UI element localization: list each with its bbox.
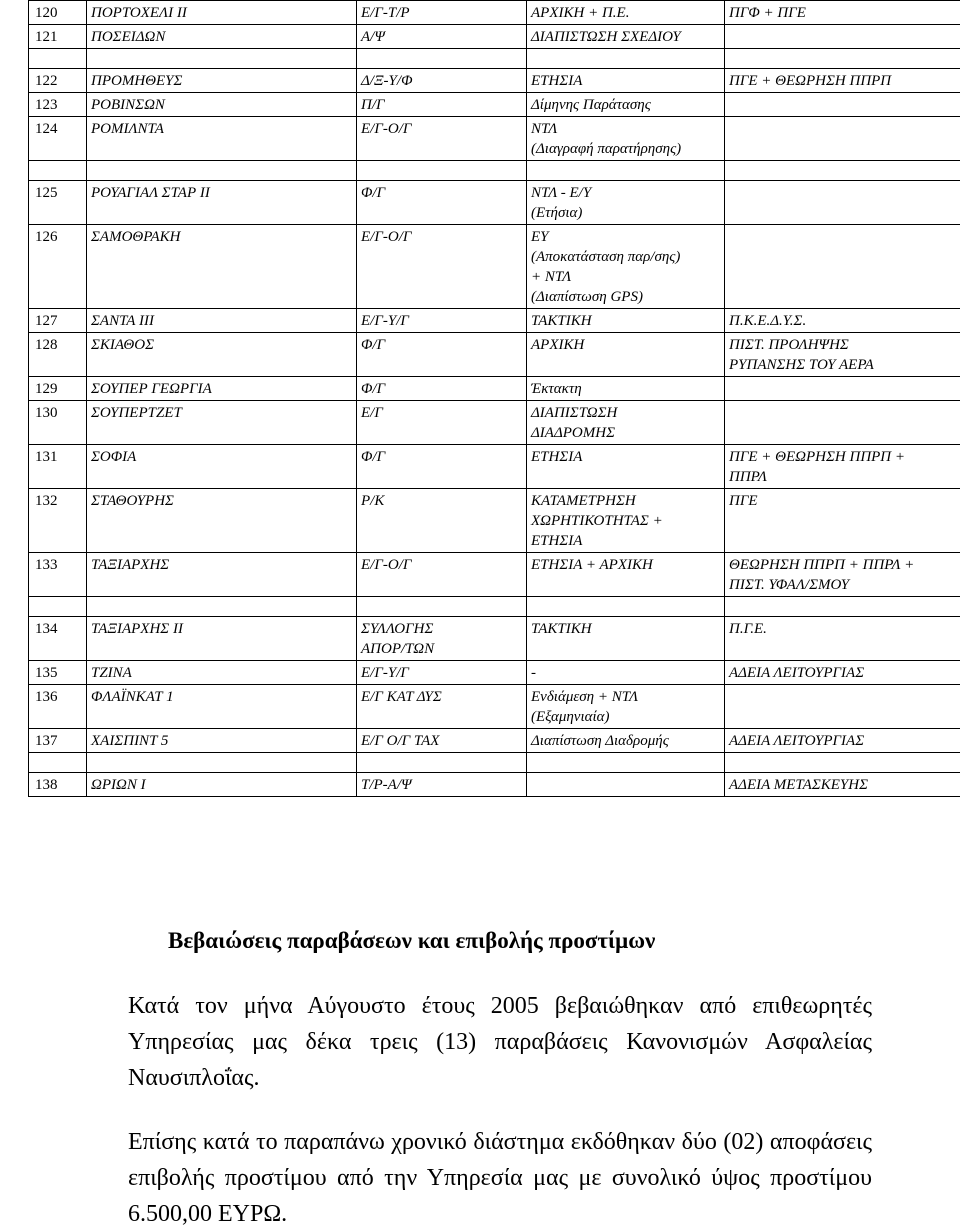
spacer-row xyxy=(29,161,960,181)
spacer-row xyxy=(29,49,960,69)
inspection-type-cell: ΤΑΚΤΙΚΗ xyxy=(527,309,725,333)
spacer-cell xyxy=(527,597,725,617)
table-row xyxy=(29,309,960,333)
row-number-cell: 127 xyxy=(29,309,87,333)
vessel-type-cell: Ε/Γ-Υ/Γ xyxy=(357,309,527,333)
vessel-name-cell: ΣΟΥΠΕΡ ΓΕΩΡΓΙΑ xyxy=(87,377,357,401)
spacer-row xyxy=(29,753,960,773)
row-number-cell: 125 xyxy=(29,181,87,225)
vessel-type-cell: Φ/Γ xyxy=(357,333,527,377)
inspection-type-cell: ΝΤΛ - Ε/Υ (Ετήσια) xyxy=(527,181,725,225)
table-row xyxy=(29,729,960,753)
vessel-type-cell: ΣΥΛΛΟΓΗΣ ΑΠΟΡ/ΤΩΝ xyxy=(357,617,527,661)
vessel-name-cell: ΤΑΞΙΑΡΧΗΣ ΙΙ xyxy=(87,617,357,661)
vessel-type-cell: Φ/Γ xyxy=(357,377,527,401)
spacer-cell xyxy=(527,753,725,773)
certificates-cell xyxy=(725,401,960,445)
violations-paragraph: Κατά τον μήνα Αύγουστο έτους 2005 βεβαιώθηκαν από επιθεωρητές Υπηρεσίας μας δέκα τρεις (13) παραβάσεις Κανονισμών Ασφαλείας Ναυσιπλοΐας. xyxy=(128,988,872,1096)
inspection-type-cell: ΔΙΑΠΙΣΤΩΣΗ ΔΙΑΔΡΟΜΗΣ xyxy=(527,401,725,445)
vessel-type-cell: Ρ/Κ xyxy=(357,489,527,553)
spacer-cell xyxy=(357,753,527,773)
certificates-cell xyxy=(725,93,960,117)
vessel-name-cell: ΣΟΦΙΑ xyxy=(87,445,357,489)
inspection-type-cell: ΔΙΑΠΙΣΤΩΣΗ ΣΧΕΔΙΟΥ xyxy=(527,25,725,49)
table-row xyxy=(29,225,960,309)
inspection-type-cell: - xyxy=(527,661,725,685)
row-number-cell: 128 xyxy=(29,333,87,377)
inspection-type-cell: ΕΤΗΣΙΑ + ΑΡΧΙΚΗ xyxy=(527,553,725,597)
vessel-name-cell: ΣΚΙΑΘΟΣ xyxy=(87,333,357,377)
row-number-cell: 136 xyxy=(29,685,87,729)
table-row xyxy=(29,377,960,401)
table-row xyxy=(29,401,960,445)
spacer-row xyxy=(29,597,960,617)
certificates-cell xyxy=(725,685,960,729)
spacer-cell xyxy=(527,49,725,69)
inspection-type-cell: ΑΡΧΙΚΗ + Π.Ε. xyxy=(527,1,725,25)
table-row xyxy=(29,553,960,597)
vessel-type-cell: Ε/Γ ΚΑΤ ΔΥΣ xyxy=(357,685,527,729)
table-row xyxy=(29,445,960,489)
spacer-cell xyxy=(29,161,87,181)
table-row xyxy=(29,117,960,161)
inspection-type-cell: Έκτακτη xyxy=(527,377,725,401)
vessel-type-cell: Ε/Γ-Ο/Γ xyxy=(357,553,527,597)
fines-paragraph: Επίσης κατά το παραπάνω χρονικό διάστημα εκδόθηκαν δύο (02) αποφάσεις επιβολής προστίμου από την Υπηρεσία μας με συνολικό ύψος προστίμου 6.500,00 ΕΥΡΩ. xyxy=(128,1124,872,1232)
vessel-name-cell: ΤΑΞΙΑΡΧΗΣ xyxy=(87,553,357,597)
table-row xyxy=(29,773,960,797)
row-number-cell: 132 xyxy=(29,489,87,553)
inspections-table-body xyxy=(29,1,960,797)
certificates-cell: ΠΙΣΤ. ΠΡΟΛΗΨΗΣ ΡΥΠΑΝΣΗΣ ΤΟΥ ΑΕΡΑ xyxy=(725,333,960,377)
table-row xyxy=(29,1,960,25)
vessel-name-cell: ΣΤΑΘΟΥΡΗΣ xyxy=(87,489,357,553)
certificates-cell xyxy=(725,225,960,309)
certificates-cell: Π.Γ.Ε. xyxy=(725,617,960,661)
vessel-type-cell: Α/Ψ xyxy=(357,25,527,49)
table-row xyxy=(29,661,960,685)
certificates-cell: Π.Κ.Ε.Δ.Υ.Σ. xyxy=(725,309,960,333)
spacer-cell xyxy=(87,49,357,69)
spacer-cell xyxy=(357,161,527,181)
vessel-type-cell: Π/Γ xyxy=(357,93,527,117)
table-row xyxy=(29,333,960,377)
inspection-type-cell: ΝΤΛ (Διαγραφή παρατήρησης) xyxy=(527,117,725,161)
inspections-table xyxy=(28,0,960,797)
table-row xyxy=(29,617,960,661)
table-row xyxy=(29,181,960,225)
spacer-cell xyxy=(725,753,960,773)
table-row xyxy=(29,685,960,729)
vessel-name-cell: ΣΑΜΟΘΡΑΚΗ xyxy=(87,225,357,309)
vessel-name-cell: ΠΟΣΕΙΔΩΝ xyxy=(87,25,357,49)
vessel-type-cell: Δ/Ξ-Υ/Φ xyxy=(357,69,527,93)
table-row xyxy=(29,25,960,49)
row-number-cell: 126 xyxy=(29,225,87,309)
vessel-name-cell: ΦΛΑΪΝΚΑΤ 1 xyxy=(87,685,357,729)
spacer-cell xyxy=(725,597,960,617)
row-number-cell: 129 xyxy=(29,377,87,401)
certificates-cell xyxy=(725,25,960,49)
vessel-name-cell: ΣΑΝΤΑ ΙΙΙ xyxy=(87,309,357,333)
certificates-cell: ΑΔΕΙΑ ΛΕΙΤΟΥΡΓΙΑΣ xyxy=(725,729,960,753)
certificates-cell xyxy=(725,181,960,225)
vessel-name-cell: ΧΑΙΣΠΙΝΤ 5 xyxy=(87,729,357,753)
spacer-cell xyxy=(357,597,527,617)
row-number-cell: 121 xyxy=(29,25,87,49)
vessel-type-cell: Ε/Γ-Ο/Γ xyxy=(357,117,527,161)
vessel-type-cell: Φ/Γ xyxy=(357,181,527,225)
certificates-cell xyxy=(725,377,960,401)
vessel-name-cell: ΡΟΒΙΝΣΩΝ xyxy=(87,93,357,117)
vessel-type-cell: Ε/Γ-Ο/Γ xyxy=(357,225,527,309)
row-number-cell: 134 xyxy=(29,617,87,661)
spacer-cell xyxy=(29,49,87,69)
vessel-type-cell: Ε/Γ Ο/Γ ΤΑΧ xyxy=(357,729,527,753)
row-number-cell: 130 xyxy=(29,401,87,445)
spacer-cell xyxy=(725,161,960,181)
inspection-type-cell: ΕΥ (Αποκατάσταση παρ/σης) + ΝΤΛ (Διαπίστωση GPS) xyxy=(527,225,725,309)
spacer-cell xyxy=(29,597,87,617)
table-row xyxy=(29,93,960,117)
certificates-cell: ΑΔΕΙΑ ΛΕΙΤΟΥΡΓΙΑΣ xyxy=(725,661,960,685)
inspection-type-cell xyxy=(527,773,725,797)
inspection-type-cell: ΕΤΗΣΙΑ xyxy=(527,69,725,93)
certificates-cell: ΠΓΦ + ΠΓΕ xyxy=(725,1,960,25)
row-number-cell: 135 xyxy=(29,661,87,685)
row-number-cell: 124 xyxy=(29,117,87,161)
certificates-cell: ΠΓΕ + ΘΕΩΡΗΣΗ ΠΠΡΠ + ΠΠΡΛ xyxy=(725,445,960,489)
inspection-type-cell: Δίμηνης Παράτασης xyxy=(527,93,725,117)
row-number-cell: 138 xyxy=(29,773,87,797)
inspection-type-cell: Ενδιάμεση + ΝΤΛ (Εξαμηνιαία) xyxy=(527,685,725,729)
spacer-cell xyxy=(87,161,357,181)
row-number-cell: 122 xyxy=(29,69,87,93)
vessel-name-cell: ΡΟΥΑΓΙΑΛ ΣΤΑΡ ΙΙ xyxy=(87,181,357,225)
spacer-cell xyxy=(357,49,527,69)
spacer-cell xyxy=(29,753,87,773)
inspection-type-cell: ΚΑΤΑΜΕΤΡΗΣΗ ΧΩΡΗΤΙΚΟΤΗΤΑΣ + ΕΤΗΣΙΑ xyxy=(527,489,725,553)
row-number-cell: 131 xyxy=(29,445,87,489)
vessel-name-cell: ΠΟΡΤΟΧΕΛΙ ΙΙ xyxy=(87,1,357,25)
spacer-cell xyxy=(527,161,725,181)
vessel-type-cell: Ε/Γ-Υ/Γ xyxy=(357,661,527,685)
inspection-type-cell: ΕΤΗΣΙΑ xyxy=(527,445,725,489)
certificates-cell: ΠΓΕ xyxy=(725,489,960,553)
row-number-cell: 123 xyxy=(29,93,87,117)
inspection-type-cell: Διαπίστωση Διαδρομής xyxy=(527,729,725,753)
vessel-type-cell: Φ/Γ xyxy=(357,445,527,489)
vessel-name-cell: ΡΟΜΙΛΝΤΑ xyxy=(87,117,357,161)
vessel-type-cell: Τ/Ρ-Α/Ψ xyxy=(357,773,527,797)
row-number-cell: 133 xyxy=(29,553,87,597)
row-number-cell: 120 xyxy=(29,1,87,25)
certificates-cell: ΑΔΕΙΑ ΜΕΤΑΣΚΕΥΗΣ xyxy=(725,773,960,797)
row-number-cell: 137 xyxy=(29,729,87,753)
vessel-type-cell: Ε/Γ xyxy=(357,401,527,445)
section-heading: Βεβαιώσεις παραβάσεων και επιβολής προστίμων xyxy=(168,928,655,954)
vessel-name-cell: ΤΖΙΝΑ xyxy=(87,661,357,685)
vessel-type-cell: Ε/Γ-Τ/Ρ xyxy=(357,1,527,25)
table-row xyxy=(29,69,960,93)
inspection-type-cell: ΤΑΚΤΙΚΗ xyxy=(527,617,725,661)
certificates-cell: ΠΓΕ + ΘΕΩΡΗΣΗ ΠΠΡΠ xyxy=(725,69,960,93)
vessel-name-cell: ΩΡΙΩΝ Ι xyxy=(87,773,357,797)
certificates-cell xyxy=(725,117,960,161)
spacer-cell xyxy=(725,49,960,69)
certificates-cell: ΘΕΩΡΗΣΗ ΠΠΡΠ + ΠΠΡΛ + ΠΙΣΤ. ΥΦΑΛ/ΣΜΟΥ xyxy=(725,553,960,597)
vessel-name-cell: ΠΡΟΜΗΘΕΥΣ xyxy=(87,69,357,93)
vessel-name-cell: ΣΟΥΠΕΡΤΖΕΤ xyxy=(87,401,357,445)
inspection-type-cell: ΑΡΧΙΚΗ xyxy=(527,333,725,377)
spacer-cell xyxy=(87,753,357,773)
table-row xyxy=(29,489,960,553)
spacer-cell xyxy=(87,597,357,617)
